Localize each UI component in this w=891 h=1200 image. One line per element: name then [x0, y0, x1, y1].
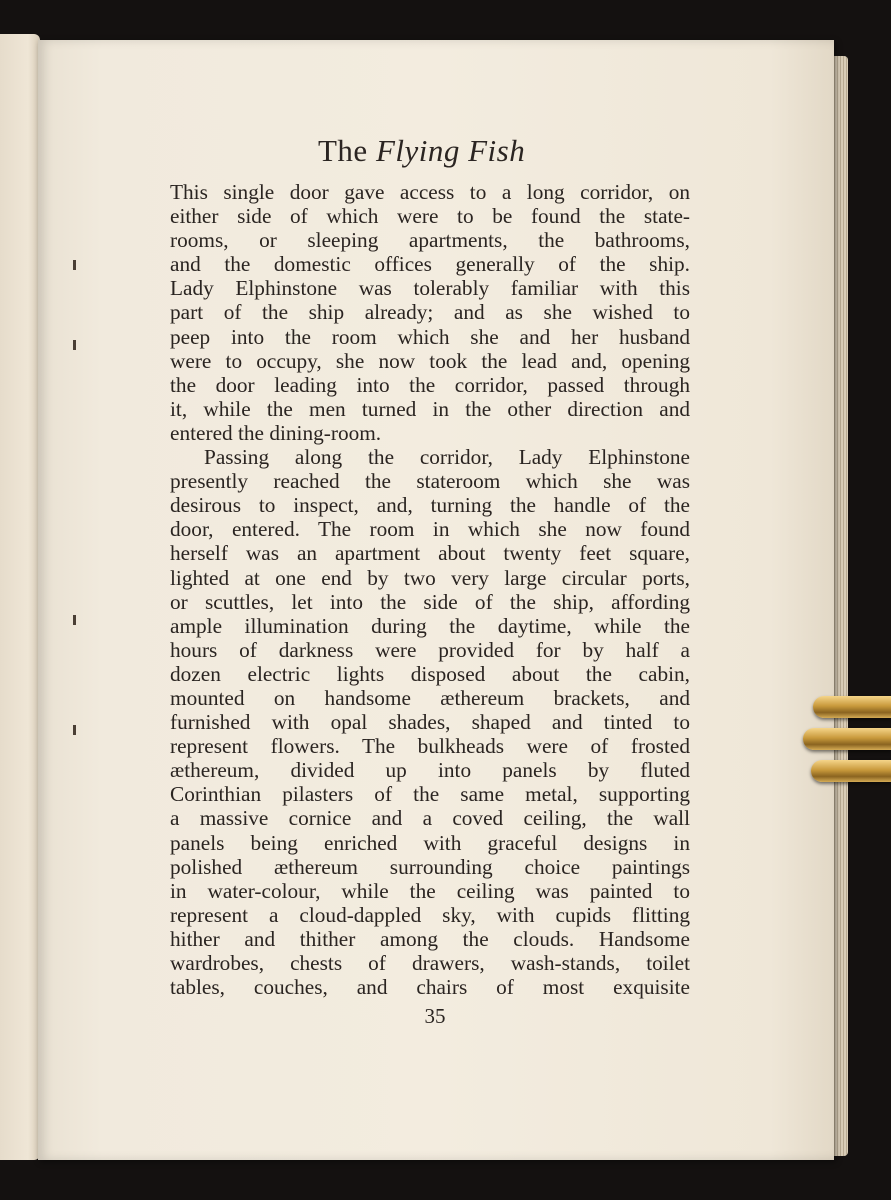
text-line: herself was an apartment about twenty feet square, — [170, 541, 690, 566]
text-line: furnished with opal shades, shaped and tinted to — [170, 710, 690, 735]
body-text — [170, 180, 690, 999]
text-line: were to occupy, she now took the lead and, opening — [170, 348, 690, 373]
clip-finger — [813, 696, 891, 718]
text-line: panels being enriched with graceful designs in — [170, 830, 690, 855]
text-line: and the domestic offices generally of the ship. — [170, 252, 690, 277]
text-line: æthereum, divided up into panels by fluted — [170, 758, 690, 783]
text-line: desirous to inspect, and, turning the handle of the — [170, 493, 690, 518]
gutter-mark — [73, 340, 76, 350]
text-line: presently reached the stateroom which she was — [170, 469, 690, 494]
text-line: rooms, or sleeping apartments, the bathrooms, — [170, 228, 690, 253]
brass-page-clip — [800, 668, 891, 800]
text-line: a massive cornice and a coved ceiling, the wall — [170, 806, 690, 831]
text-line: it, while the men turned in the other direction and — [170, 396, 690, 421]
text-line: represent flowers. The bulkheads were of frosted — [170, 734, 690, 759]
text-line: polished æthereum surrounding choice paintings — [170, 854, 690, 879]
clip-finger — [811, 760, 891, 782]
text-line: the door leading into the corridor, passed through — [170, 372, 690, 397]
text-line: This single door gave access to a long corridor, on — [170, 180, 690, 204]
gutter-mark — [73, 260, 76, 270]
text-line: door, entered. The room in which she now found — [170, 517, 690, 542]
text-line: or scuttles, let into the side of the ship, affording — [170, 589, 690, 614]
header-title-italic: Flying Fish — [375, 133, 526, 168]
text-line: entered the dining-room. — [170, 420, 382, 445]
text-line: part of the ship already; and as she wished to — [170, 300, 690, 325]
text-line: wardrobes, chests of drawers, wash-stands, toilet — [170, 951, 690, 975]
text-line: either side of which were to be found the state- — [170, 204, 690, 229]
left-page-edge — [0, 34, 40, 1160]
text-line: lighted at one end by two very large circular ports, — [170, 565, 690, 590]
text-line: mounted on handsome æthereum brackets, and — [170, 685, 690, 710]
clip-finger — [803, 728, 891, 750]
gutter-mark — [73, 615, 76, 625]
text-line: peep into the room which she and her husband — [170, 324, 690, 349]
text-line: tables, couches, and chairs of most exquisite — [170, 975, 690, 1000]
text-line: Passing along the corridor, Lady Elphinstone — [204, 445, 690, 470]
running-header — [318, 133, 618, 177]
text-line: hither and thither among the clouds. Handsome — [170, 926, 690, 951]
text-line: Corinthian pilasters of the same metal, supporting — [170, 782, 690, 807]
text-line: hours of darkness were provided for by half a — [170, 637, 690, 662]
text-line: in water-colour, while the ceiling was painted to — [170, 878, 690, 903]
text-line: dozen electric lights disposed about the cabin, — [170, 661, 690, 686]
gutter-mark — [73, 725, 76, 735]
text-line: represent a cloud-dappled sky, with cupids flitting — [170, 902, 690, 927]
header-title-roman: The — [318, 133, 368, 168]
text-line: Lady Elphinstone was tolerably familiar with this — [170, 276, 690, 301]
page-number: 35 — [424, 1004, 446, 1028]
text-line: ample illumination during the daytime, while the — [170, 613, 690, 638]
